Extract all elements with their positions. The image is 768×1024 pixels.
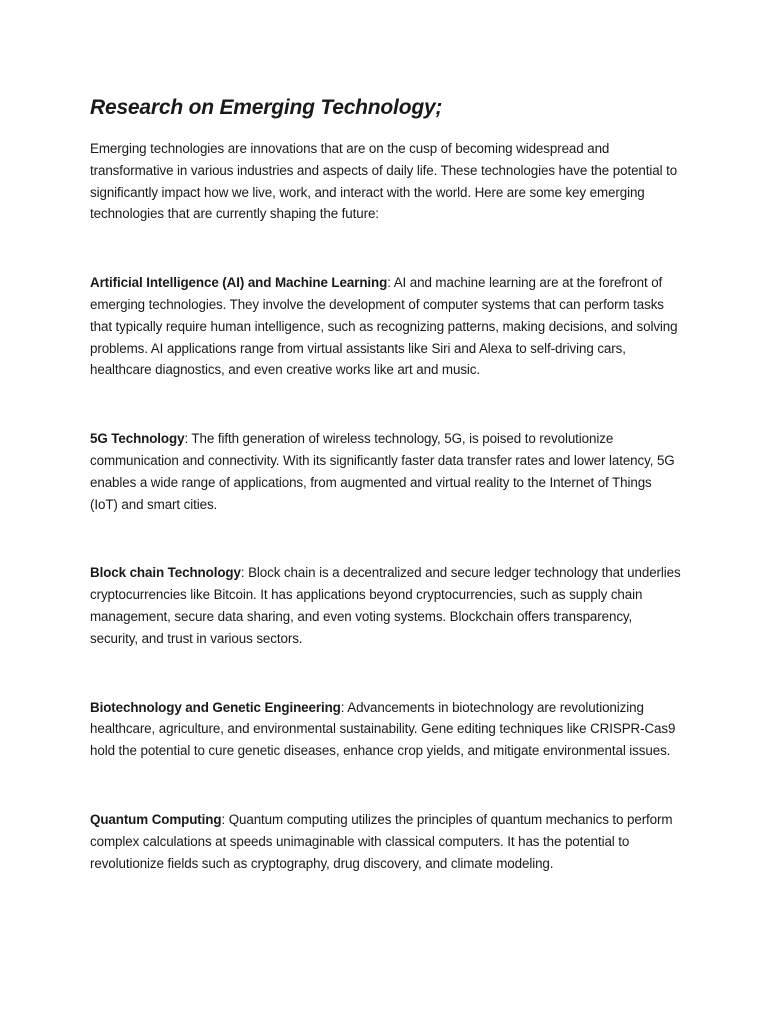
section-body: : AI and machine learning are at the forefront of emerging technologies. They involve the development of computer systems that can perform tasks that typically require human intelligence, such as recognizing patterns, making decisions, and solving problems. AI applications range from virtual assistants like Siri and Alexa to self-driving cars, healthcare diagnostics, and even creative works like art and music. [90, 275, 678, 378]
section-body: : The fifth generation of wireless technology, 5G, is poised to revolutionize communication and connectivity. With its significantly faster data transfer rates and lower latency, 5G enables a wide range of applications, from augmented and virtual reality to the Internet of Things (IoT) and smart cities. [90, 431, 675, 512]
section-body: : Advancements in biotechnology are revolutionizing healthcare, agriculture, and environmental sustainability. Gene editing techniques like CRISPR-Cas9 hold the potential to cure genetic diseases, enhance crop yields, and mitigate environmental issues. [90, 699, 676, 759]
section-ai [90, 272, 682, 381]
intro-paragraph: Emerging technologies are innovations that are on the cusp of becoming widespread and transformative in various industries and aspects of daily life. These technologies have the potential to significantly impact how we live, work, and interact with the world. Here are some key emerging technologies that are currently shaping the future: [90, 141, 678, 222]
document-title: Research on Emerging Technology; [90, 96, 443, 119]
section-5g [90, 428, 682, 515]
section-biotech [90, 697, 682, 762]
section-term: Quantum Computing [90, 811, 222, 827]
section-term: Artificial Intelligence (AI) and Machine Learning [90, 275, 388, 291]
sections [90, 272, 682, 874]
section-blockchain [90, 562, 682, 649]
section-body: : Block chain is a decentralized and secure ledger technology that underlies cryptocurrencies like Bitcoin. It has applications beyond cryptocurrencies, such as supply chain management, secure data sharing, and even voting systems. Blockchain offers transparency, security, and trust in various sectors. [90, 565, 681, 646]
section-term: 5G Technology [90, 431, 185, 447]
section-term: Biotechnology and Genetic Engineering [90, 699, 341, 715]
section-quantum [90, 809, 682, 874]
document-page [90, 94, 682, 874]
section-term: Block chain Technology [90, 565, 241, 581]
section-body: : Quantum computing utilizes the principles of quantum mechanics to perform complex calculations at speeds unimaginable with classical computers. It has the potential to revolutionize fields such as cryptography, drug discovery, and climate modeling. [90, 811, 673, 871]
